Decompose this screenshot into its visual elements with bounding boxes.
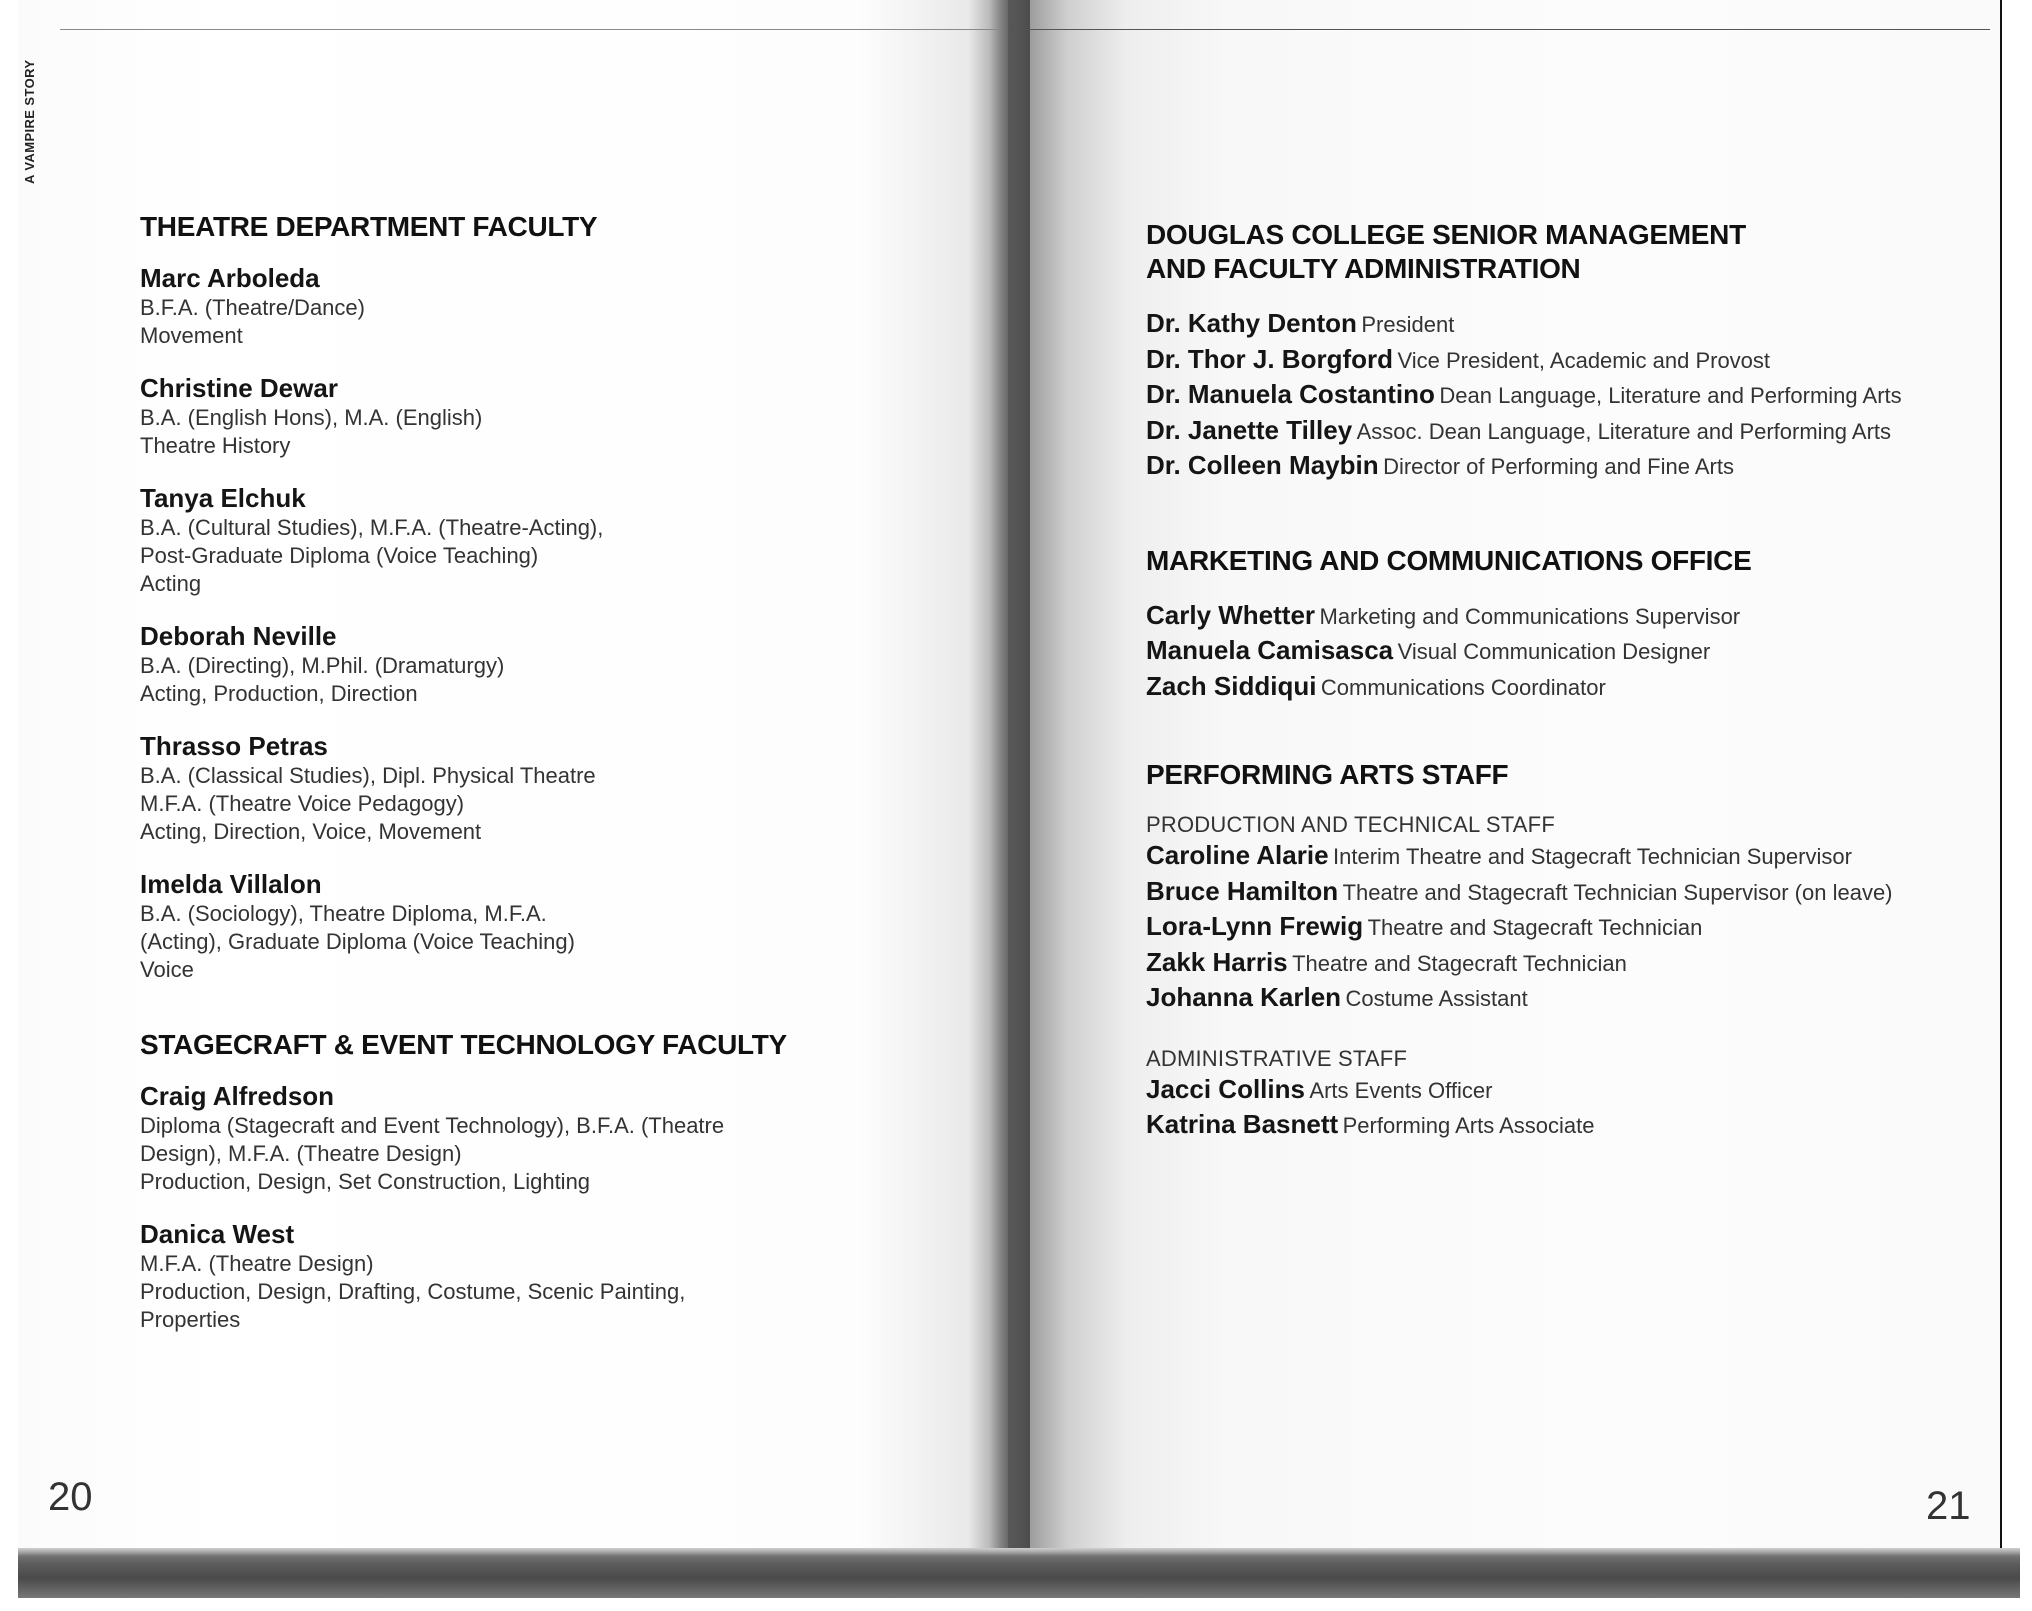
faculty-name: Craig Alfredson	[140, 1081, 335, 1111]
faculty-specialty: Movement	[140, 323, 243, 348]
staff-role: Theatre and Stagecraft Technician	[1367, 915, 1703, 940]
staff-role: Arts Events Officer	[1309, 1077, 1493, 1103]
staff-name: Lora-Lynn Frewig	[1146, 911, 1364, 941]
faculty-specialty: Voice	[140, 957, 194, 982]
faculty-specialty: Acting	[140, 571, 202, 596]
staff-name: Zakk Harris	[1146, 946, 1288, 977]
faculty-specialty: Production, Design, Set Construction, Lighting	[140, 1169, 591, 1194]
senior-management-heading-line2: AND FACULTY ADMINISTRATION	[1146, 253, 1581, 284]
right-column	[1146, 218, 1976, 1145]
faculty-specialty: Production, Design, Drafting, Costume, Scenic Painting,	[140, 1279, 686, 1304]
faculty-member	[140, 482, 920, 598]
staff-name: Johanna Karlen	[1146, 982, 1342, 1012]
page-number-left: 20	[48, 1475, 93, 1519]
faculty-specialty: Acting, Production, Direction	[140, 681, 418, 706]
faculty-credential: M.F.A. (Theatre Design)	[140, 1251, 374, 1276]
faculty-specialty: Properties	[140, 1307, 241, 1332]
staff-row	[1146, 1109, 1976, 1145]
senior-management-heading	[1146, 218, 1906, 286]
staff-name: Caroline Alarie	[1146, 840, 1329, 870]
faculty-member	[140, 1080, 920, 1196]
production-staff-list	[1146, 840, 1976, 1018]
scan-bottom-edge	[18, 1548, 2020, 1598]
performing-arts-staff-heading: PERFORMING ARTS STAFF	[1146, 759, 1509, 790]
staff-row	[1146, 671, 1976, 707]
senior-management-heading-line1: DOUGLAS COLLEGE SENIOR MANAGEMENT	[1146, 219, 1746, 250]
faculty-name: Danica West	[140, 1219, 295, 1249]
staff-row	[1146, 379, 1976, 415]
staff-role: Director of Performing and Fine Arts	[1383, 454, 1734, 479]
faculty-name: Christine Dewar	[140, 373, 338, 403]
staff-name: Bruce Hamilton	[1146, 875, 1339, 906]
faculty-credential: B.A. (Classical Studies), Dipl. Physical Theatre	[140, 763, 596, 788]
staff-name: Dr. Thor J. Borgford	[1146, 343, 1393, 374]
faculty-name: Tanya Elchuk	[140, 483, 306, 513]
faculty-credential: B.A. (Directing), M.Phil. (Dramaturgy)	[140, 653, 505, 678]
staff-row	[1146, 415, 1976, 451]
staff-name: Zach Siddiqui	[1146, 670, 1317, 701]
faculty-credential: B.A. (Cultural Studies), M.F.A. (Theatre-Acting),	[140, 515, 604, 540]
production-technical-label: PRODUCTION AND TECHNICAL STAFF	[1146, 812, 1555, 837]
marketing-list	[1146, 600, 1976, 707]
staff-role: Assoc. Dean Language, Literature and Performing Arts	[1356, 418, 1892, 444]
senior-management-list	[1146, 308, 1976, 486]
faculty-credential: B.A. (English Hons), M.A. (English)	[140, 405, 483, 430]
faculty-credential: Design), M.F.A. (Theatre Design)	[140, 1141, 462, 1166]
staff-row	[1146, 450, 1976, 486]
staff-role: Visual Communication Designer	[1397, 639, 1711, 664]
faculty-name: Deborah Neville	[140, 621, 337, 651]
faculty-member	[140, 730, 920, 846]
stagecraft-faculty-heading: STAGECRAFT & EVENT TECHNOLOGY FACULTY	[140, 1029, 787, 1060]
faculty-name: Imelda Villalon	[140, 869, 322, 899]
faculty-member	[140, 620, 920, 708]
staff-name: Dr. Colleen Maybin	[1146, 450, 1379, 480]
administrative-staff-label: ADMINISTRATIVE STAFF	[1146, 1045, 1408, 1071]
faculty-credential: Diploma (Stagecraft and Event Technology), B.F.A. (Theatre	[140, 1113, 725, 1138]
running-head: A VAMPIRE STORY	[22, 59, 37, 184]
faculty-member	[140, 372, 920, 460]
faculty-credential: B.F.A. (Theatre/Dance)	[140, 295, 365, 320]
staff-role: Vice President, Academic and Provost	[1397, 347, 1771, 373]
staff-role: Costume Assistant	[1345, 986, 1528, 1011]
staff-name: Manuela Camisasca	[1146, 635, 1394, 665]
staff-role: Theatre and Stagecraft Technician Supervisor (on leave)	[1342, 879, 1893, 905]
left-column	[140, 210, 920, 1334]
faculty-member	[140, 868, 920, 984]
staff-name: Dr. Janette Tilley	[1146, 414, 1353, 445]
staff-row	[1146, 344, 1976, 380]
staff-role: Marketing and Communications Supervisor	[1319, 603, 1741, 629]
gutter-shadow	[990, 0, 1030, 1548]
staff-row	[1146, 947, 1976, 983]
faculty-name: Thrasso Petras	[140, 731, 328, 761]
staff-name: Carly Whetter	[1146, 599, 1316, 630]
staff-name: Dr. Manuela Costantino	[1146, 379, 1435, 409]
marketing-heading: MARKETING AND COMMUNICATIONS OFFICE	[1146, 544, 1752, 576]
top-rule-right	[1010, 29, 1990, 30]
staff-role: Interim Theatre and Stagecraft Technician Supervisor	[1333, 844, 1852, 869]
staff-row	[1146, 635, 1976, 671]
staff-role: President	[1361, 312, 1455, 337]
staff-row	[1146, 911, 1976, 947]
faculty-specialty: Theatre History	[140, 433, 291, 458]
theatre-faculty-heading: THEATRE DEPARTMENT FACULTY	[140, 211, 598, 242]
staff-row	[1146, 1074, 1976, 1110]
staff-name: Dr. Kathy Denton	[1146, 308, 1357, 338]
staff-role: Performing Arts Associate	[1342, 1113, 1595, 1138]
faculty-member	[140, 1218, 920, 1334]
faculty-member	[140, 262, 920, 350]
staff-name: Jacci Collins	[1146, 1073, 1305, 1104]
administrative-staff-list	[1146, 1074, 1976, 1145]
faculty-credential: Post-Graduate Diploma (Voice Teaching)	[140, 543, 539, 568]
staff-role: Communications Coordinator	[1320, 674, 1606, 700]
faculty-credential: (Acting), Graduate Diploma (Voice Teaching)	[140, 929, 575, 954]
staff-row	[1146, 840, 1976, 876]
faculty-credential: M.F.A. (Theatre Voice Pedagogy)	[140, 791, 465, 816]
staff-row	[1146, 600, 1976, 636]
staff-row	[1146, 982, 1976, 1018]
staff-role: Theatre and Stagecraft Technician	[1292, 950, 1627, 976]
theatre-faculty-list	[140, 262, 920, 984]
staff-row	[1146, 876, 1976, 912]
staff-name: Katrina Basnett	[1146, 1109, 1339, 1139]
faculty-credential: B.A. (Sociology), Theatre Diploma, M.F.A.	[140, 901, 547, 926]
staff-row	[1146, 308, 1976, 344]
top-rule-left	[60, 29, 1000, 30]
stagecraft-faculty-list	[140, 1080, 920, 1334]
staff-role: Dean Language, Literature and Performing Arts	[1439, 383, 1902, 408]
faculty-specialty: Acting, Direction, Voice, Movement	[140, 819, 482, 844]
faculty-name: Marc Arboleda	[140, 263, 320, 293]
page-number-right: 21	[1926, 1484, 1971, 1528]
